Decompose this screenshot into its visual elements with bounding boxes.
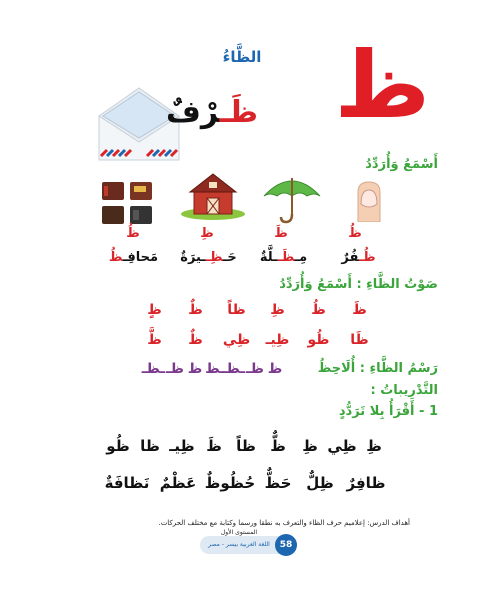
exercise-syllable: ظٌّ xyxy=(270,437,286,455)
write-forms xyxy=(141,361,285,377)
key-word-rest: رْفٌ xyxy=(165,95,220,130)
sound-syllable: ظٍ xyxy=(147,302,162,318)
exercises-heading: التَّدْرِيباتُ : xyxy=(370,383,438,398)
letter-form: ظـ xyxy=(166,361,184,377)
key-word xyxy=(165,95,258,130)
exercise-row-2 xyxy=(100,474,390,492)
exercise-syllable: ظَ xyxy=(206,437,222,455)
exercise-syllable: ظُو xyxy=(106,437,130,455)
wallet-icon xyxy=(100,180,156,228)
listen-heading: أَسْمَعُ وَأُرَدِّدُ xyxy=(365,157,438,172)
exercise-word: ظِلٌّ xyxy=(306,474,334,492)
sound-heading: صَوْتُ الظَّاءِ : أَسْمَعُ وَأُرَدِّدُ xyxy=(279,277,438,292)
barn-icon xyxy=(180,170,246,220)
exercise-word: عَظْمٌ xyxy=(159,474,197,492)
exercise-syllable: ظِ xyxy=(366,437,382,455)
footer-book: اللغة العربية بيسر - مصر xyxy=(208,541,270,548)
exercise-word: ظافِرٌ xyxy=(346,474,386,492)
exercise-syllable: ظِي xyxy=(327,437,357,455)
lesson-objectives: أهداف الدرس: إعلاميم حرف الظاء والتعرف به نطقا ورسما وكتابة مع مختلف الحركات. xyxy=(158,519,410,527)
listen-word: مِـظَــلَّةٌ xyxy=(259,250,308,265)
sound-syllable: ظَ xyxy=(352,302,367,318)
sound-row-1 xyxy=(130,302,380,318)
exercise-syllable: ظا xyxy=(140,437,160,455)
sound-syllable: ظٌ xyxy=(188,332,203,348)
letter-form: ظ xyxy=(267,361,283,377)
sound-syllable: ظَّ xyxy=(147,332,162,348)
fingernail-icon xyxy=(352,180,386,222)
sound-syllable: ظِيـ xyxy=(265,332,290,348)
listen-words xyxy=(96,250,396,265)
listen-letter: ظِ xyxy=(200,226,214,241)
sound-syllable: ظُ xyxy=(311,302,326,318)
key-word-letter: ظَـ xyxy=(219,95,258,130)
listen-word: مَحافِـظُ xyxy=(108,250,159,265)
listen-letter: ظُ xyxy=(348,226,362,241)
listen-word: ظُـفُرٌ xyxy=(341,250,376,265)
exercise-syllable: ظِ xyxy=(302,437,318,455)
exercise-word: نَظافَةٌ xyxy=(104,474,150,492)
sound-syllable: ظِ xyxy=(270,302,285,318)
letter-form: ظـ xyxy=(246,361,264,377)
umbrella-icon xyxy=(262,172,322,224)
exercise-syllable: ظِيـ xyxy=(169,437,195,455)
sound-syllable: ظاً xyxy=(227,302,246,318)
sound-syllable: ظٌ xyxy=(188,302,203,318)
letter-form: ـظـ xyxy=(141,361,165,377)
sound-syllable: ظُو xyxy=(307,332,330,348)
sound-syllable: ظَا xyxy=(350,332,369,348)
letter-form: ـظ xyxy=(205,361,225,377)
listen-letter: ظَ xyxy=(274,226,288,241)
letter-form: ظ xyxy=(187,361,203,377)
listen-letter: ظُ xyxy=(126,226,140,241)
page-number: 58 xyxy=(275,534,297,556)
exercise-row-1 xyxy=(100,437,390,455)
listen-letters xyxy=(96,226,392,241)
big-letter: ظ xyxy=(334,32,430,139)
exercise-word: حَظٌّ xyxy=(264,474,292,492)
letter-form: ـظـ xyxy=(221,361,245,377)
write-heading: رَسْمُ الظَّاءِ : أُلَاحِظُ xyxy=(317,361,438,376)
listen-word: حَـظِــيرَةٌ xyxy=(180,250,237,265)
exercise-syllable: ظاً xyxy=(236,437,256,455)
footer-level: المستوى الأول xyxy=(220,529,258,536)
exercise-word: حُظُوظٌ xyxy=(204,474,256,492)
exercise-1-title: 1 - أَقْرَأُ بِلا تَرَدُّدٍ xyxy=(338,404,438,419)
page-title: الظَّاءُ xyxy=(222,48,262,66)
sound-row-2 xyxy=(130,332,380,348)
sound-syllable: ظِي xyxy=(222,332,251,348)
